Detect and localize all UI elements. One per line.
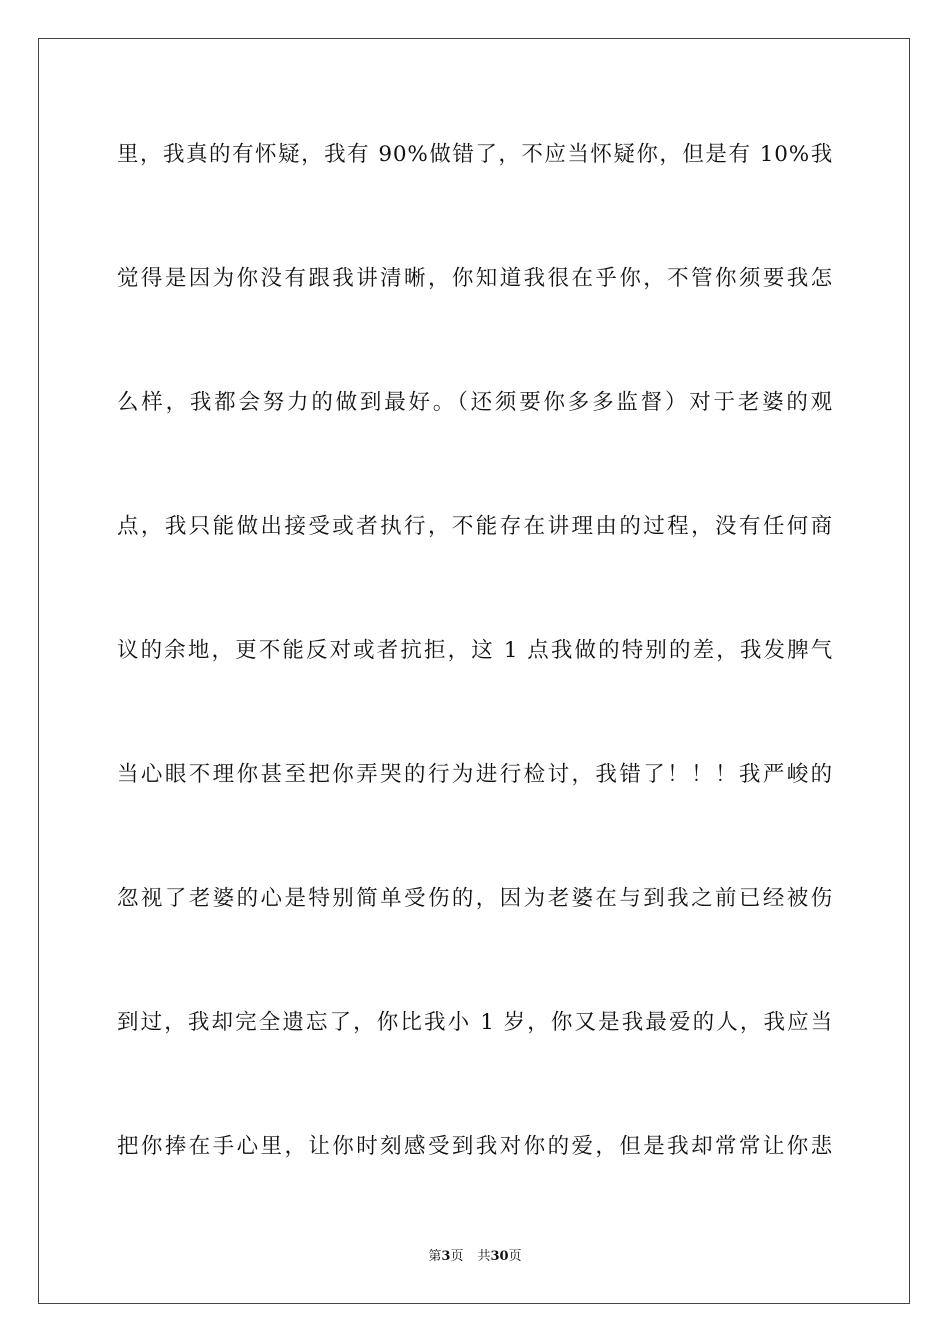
text-line-8: 到过，我却完全遗忘了，你比我小 1 岁，你又是我最爱的人，我应当 xyxy=(117,1010,833,1035)
page-suffix: 页 xyxy=(450,1249,464,1264)
page-number: 3 xyxy=(441,1249,451,1264)
body-text xyxy=(117,124,833,1240)
text-line-5: 议的余地，更不能反对或者抗拒，这 1 点我做的特别的差，我发脾气 xyxy=(117,638,833,663)
text-line-1: 里，我真的有怀疑，我有 90%做错了，不应当怀疑你，但是有 10%我 xyxy=(117,142,833,167)
page-prefix: 第 xyxy=(428,1249,442,1264)
text-line-7: 忽视了老婆的心是特别简单受伤的，因为老婆在与到我之前已经被伤 xyxy=(117,886,833,911)
text-line-9: 把你捧在手心里，让你时刻感受到我对你的爱，但是我却常常让你悲 xyxy=(117,1134,833,1159)
total-prefix: 共 xyxy=(477,1249,491,1264)
text-line-4: 点，我只能做出接受或者执行，不能存在讲理由的过程，没有任何商 xyxy=(117,514,833,539)
text-line-2: 觉得是因为你没有跟我讲清晰，你知道我很在乎你，不管你须要我怎 xyxy=(117,266,833,291)
text-line-3: 么样，我都会努力的做到最好。（还须要你多多监督）对于老婆的观 xyxy=(117,390,833,415)
total-suffix: 页 xyxy=(508,1249,522,1264)
total-pages: 30 xyxy=(490,1249,509,1264)
text-line-6: 当心眼不理你甚至把你弄哭的行为进行检讨，我错了！！！我严峻的 xyxy=(117,762,833,787)
page-footer xyxy=(0,1247,950,1267)
